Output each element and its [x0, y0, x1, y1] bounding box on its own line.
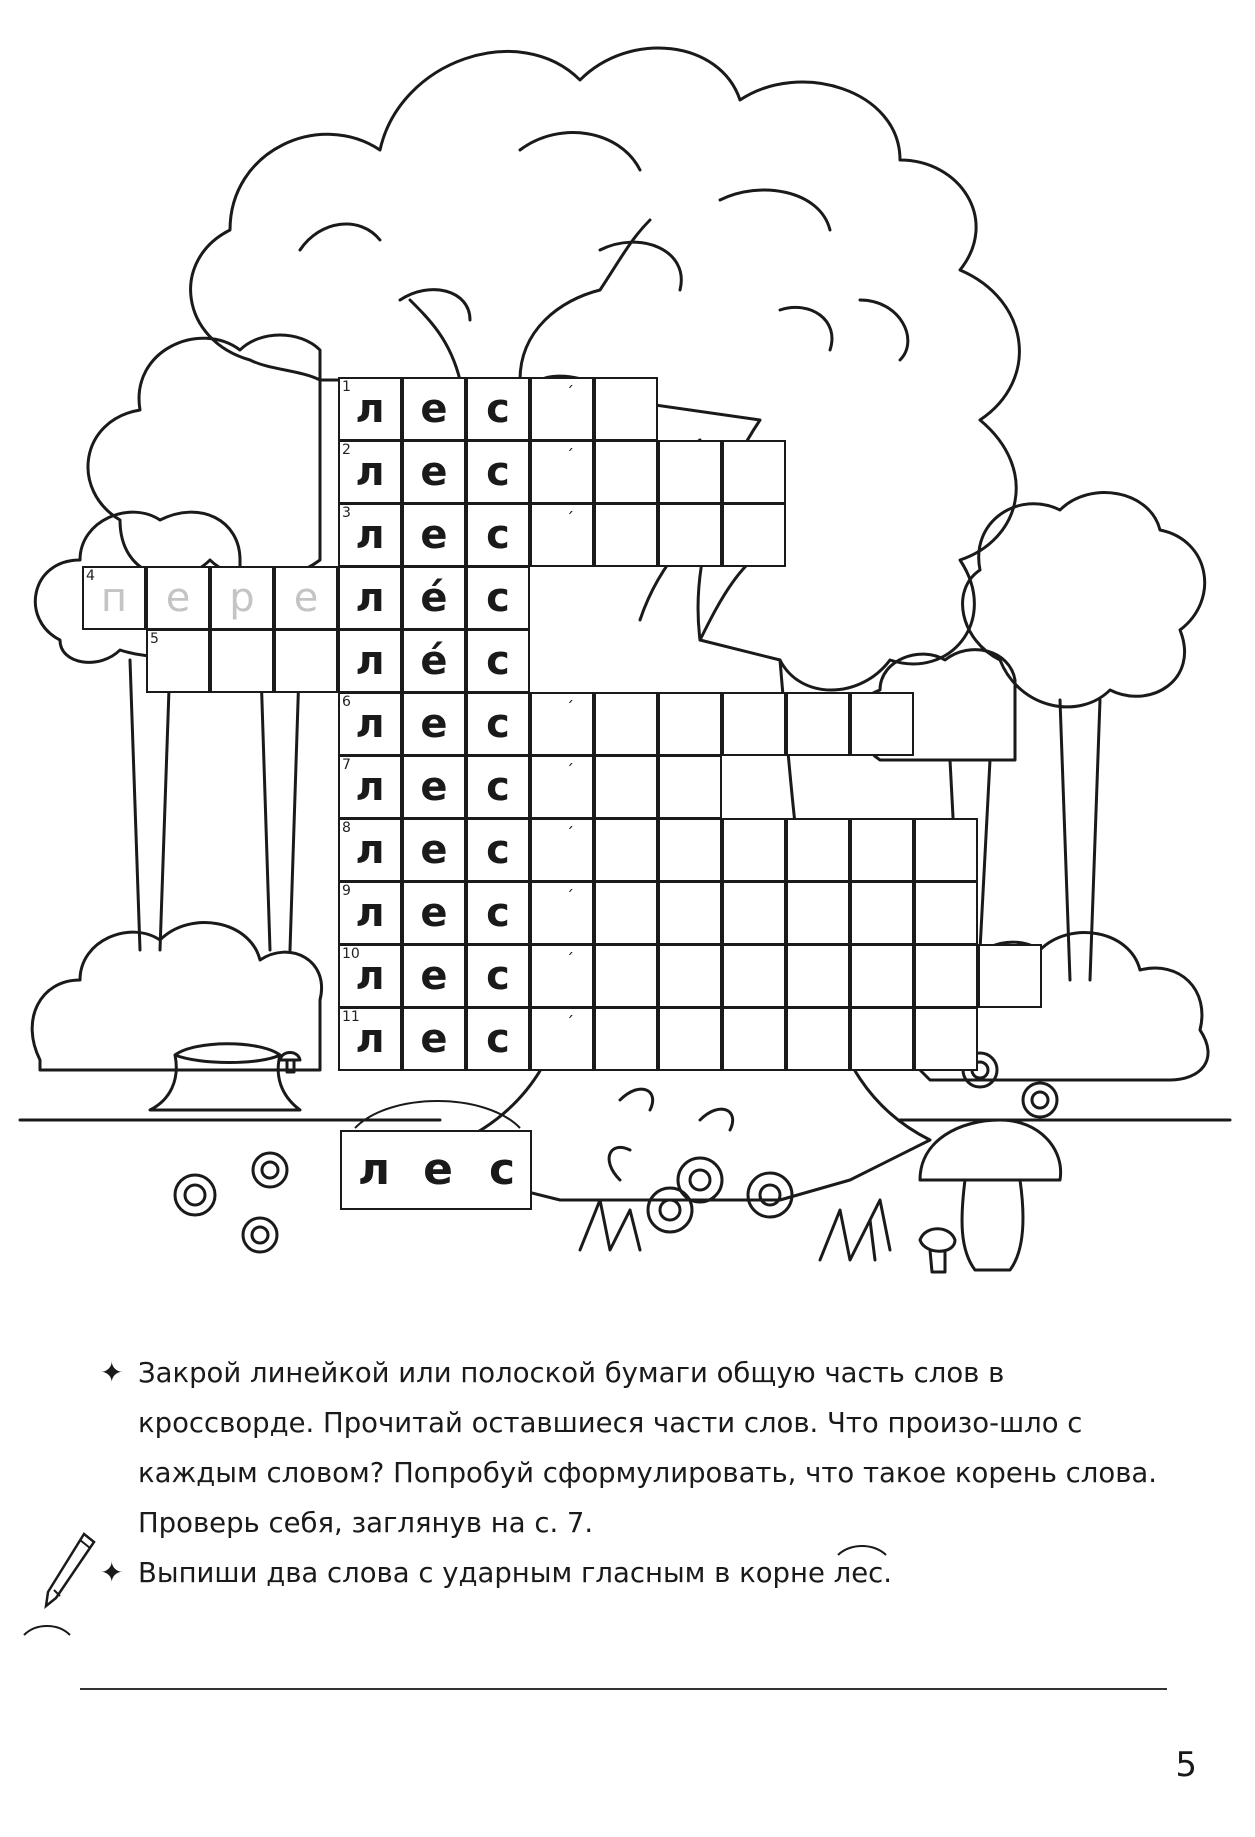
crossword-cell[interactable]	[530, 755, 594, 819]
root-letter: л	[355, 449, 385, 495]
crossword-cell[interactable]	[658, 755, 722, 819]
crossword-cell[interactable]	[210, 566, 274, 630]
crossword-cell[interactable]	[722, 692, 786, 756]
crossword-cell[interactable]	[466, 1007, 530, 1071]
bullet-icon: ✦	[100, 1556, 124, 1589]
crossword-cell[interactable]	[722, 440, 786, 504]
crossword-cell[interactable]	[722, 818, 786, 882]
crossword-cell[interactable]	[338, 440, 402, 504]
stress-mark-icon: ´	[566, 698, 574, 717]
stress-mark-icon: ´	[566, 446, 574, 465]
crossword-cell[interactable]	[722, 881, 786, 945]
crossword-cell[interactable]	[274, 566, 338, 630]
root-letter: л	[355, 386, 385, 432]
root-letter: е	[420, 701, 448, 747]
root-letter: л	[355, 638, 385, 684]
crossword-cell[interactable]	[594, 818, 658, 882]
root-letter: с	[486, 827, 510, 873]
root-letter: с	[486, 386, 510, 432]
crossword-cell[interactable]	[914, 944, 978, 1008]
crossword-cell[interactable]	[530, 1007, 594, 1071]
root-letter: л	[355, 953, 385, 999]
left-bush	[32, 923, 321, 1070]
stress-mark-icon: ´	[566, 887, 574, 906]
crossword-cell[interactable]	[530, 944, 594, 1008]
clue-number: 7	[342, 757, 351, 773]
crossword-cell[interactable]	[402, 818, 466, 882]
crossword-cell[interactable]	[466, 629, 530, 693]
root-arc-icon	[350, 1090, 525, 1130]
crossword-cell[interactable]	[594, 440, 658, 504]
crossword-cell[interactable]	[466, 440, 530, 504]
crossword-cell[interactable]	[146, 629, 210, 693]
root-letter: е	[420, 512, 448, 558]
crossword-cell[interactable]	[594, 377, 658, 441]
crossword-cell[interactable]	[530, 692, 594, 756]
crossword-cell[interactable]	[658, 881, 722, 945]
crossword-cell[interactable]	[338, 377, 402, 441]
root-letter: е	[420, 764, 448, 810]
crossword-cell[interactable]	[402, 755, 466, 819]
root-letter: л	[355, 512, 385, 558]
root-letter: с	[486, 449, 510, 495]
answer-line[interactable]	[80, 1688, 1167, 1690]
root-word	[834, 1548, 884, 1598]
crossword-cell[interactable]	[338, 944, 402, 1008]
crossword-cell[interactable]	[338, 629, 402, 693]
instruction-text: Закрой линейкой или полоской бумаги общую часть слов в кроссворде. Прочитай оставшиеся части слов. Что произо-шло с каждым словом? Попробуй сформулировать, что такое корень слова. Проверь себя, заглянув на с. 7.	[138, 1357, 1157, 1539]
root-letter: с	[486, 575, 510, 621]
root-letter: е	[420, 449, 448, 495]
crossword-cell[interactable]	[530, 377, 594, 441]
stress-mark-icon: ´	[566, 824, 574, 843]
root-arc-icon	[836, 1542, 888, 1556]
root-letter: с	[486, 890, 510, 936]
root-letter: е	[420, 953, 448, 999]
crossword-cell[interactable]	[786, 692, 850, 756]
crossword-cell[interactable]	[594, 881, 658, 945]
crossword-cell[interactable]	[466, 755, 530, 819]
crossword-cell[interactable]	[466, 944, 530, 1008]
crossword-cell[interactable]	[722, 503, 786, 567]
root-letter: с	[486, 701, 510, 747]
crossword-cell[interactable]	[786, 818, 850, 882]
root-letter: с	[486, 638, 510, 684]
crossword-cell[interactable]	[402, 377, 466, 441]
root-letter: е́	[420, 638, 448, 684]
crossword-cell[interactable]	[466, 503, 530, 567]
root-letter: с	[486, 1016, 510, 1062]
clue-number: 3	[342, 505, 351, 521]
root-letter: л	[355, 1016, 385, 1062]
crossword-cell[interactable]	[338, 503, 402, 567]
stress-mark-icon: ´	[566, 509, 574, 528]
root-letter-1: л	[357, 1144, 391, 1195]
clue-number: 11	[342, 1009, 360, 1025]
root-letter-3: с	[488, 1144, 516, 1195]
root-letter: л	[355, 827, 385, 873]
instruction-2	[100, 1548, 1180, 1598]
crossword-cell[interactable]	[82, 566, 146, 630]
root-letter: л	[355, 764, 385, 810]
crossword-cell[interactable]	[914, 1007, 978, 1071]
crossword-cell[interactable]	[850, 944, 914, 1008]
left-tree-crown	[88, 335, 320, 579]
crossword-cell[interactable]	[722, 944, 786, 1008]
crossword-cell[interactable]	[594, 755, 658, 819]
crossword-cell[interactable]	[338, 881, 402, 945]
crossword-cell[interactable]	[658, 692, 722, 756]
root-letter: е	[420, 386, 448, 432]
stress-mark-icon: ´	[566, 761, 574, 780]
crossword-cell[interactable]	[658, 818, 722, 882]
crossword-cell[interactable]	[338, 818, 402, 882]
root-letter: е	[420, 827, 448, 873]
crossword-cell[interactable]	[530, 818, 594, 882]
crossword-cell[interactable]	[914, 881, 978, 945]
crossword-cell[interactable]	[402, 629, 466, 693]
root-letter: с	[486, 953, 510, 999]
bullet-icon: ✦	[100, 1356, 124, 1389]
page-number: 5	[1175, 1745, 1197, 1785]
clue-number: 2	[342, 442, 351, 458]
crossword-cell[interactable]	[402, 566, 466, 630]
clue-number: 1	[342, 379, 351, 395]
crossword-cell[interactable]	[402, 881, 466, 945]
prefix-letter: р	[229, 575, 255, 621]
root-letter: л	[355, 575, 385, 621]
crossword-cell[interactable]	[658, 1007, 722, 1071]
crossword-cell[interactable]	[850, 692, 914, 756]
crossword-cell[interactable]	[338, 755, 402, 819]
crossword-cell[interactable]	[594, 503, 658, 567]
root-letter: л	[355, 890, 385, 936]
prefix-letter: п	[100, 575, 128, 621]
root-word-text: лес	[833, 1557, 884, 1589]
arc-icon	[22, 1622, 72, 1636]
clue-number: 8	[342, 820, 351, 836]
crossword-cell[interactable]	[402, 692, 466, 756]
crossword-cell[interactable]	[530, 503, 594, 567]
crossword-cell[interactable]	[146, 566, 210, 630]
crossword-cell[interactable]	[850, 818, 914, 882]
crossword-cell[interactable]	[594, 1007, 658, 1071]
clue-number: 5	[150, 631, 159, 647]
root-letter: л	[355, 701, 385, 747]
clue-number: 6	[342, 694, 351, 710]
crossword-cell[interactable]	[338, 566, 402, 630]
crossword-cell[interactable]	[786, 881, 850, 945]
root-letter: е	[420, 1016, 448, 1062]
crossword-cell[interactable]	[658, 440, 722, 504]
crossword-cell[interactable]	[338, 692, 402, 756]
crossword-cell[interactable]	[786, 1007, 850, 1071]
root-letter: е	[420, 890, 448, 936]
crossword-cell[interactable]	[466, 377, 530, 441]
crossword-cell[interactable]	[978, 944, 1042, 1008]
mushroom	[920, 1120, 1061, 1270]
crossword-cell[interactable]	[402, 944, 466, 1008]
crossword-cell[interactable]	[210, 629, 274, 693]
instruction-1	[100, 1348, 1180, 1548]
crossword-cell[interactable]	[402, 440, 466, 504]
root-letter: с	[486, 764, 510, 810]
crossword-cell[interactable]	[466, 881, 530, 945]
crossword-cell[interactable]	[466, 692, 530, 756]
crossword-cell[interactable]	[466, 566, 530, 630]
stress-mark-icon: ´	[566, 1013, 574, 1032]
stress-mark-icon: ´	[566, 383, 574, 402]
crossword-cell[interactable]	[530, 881, 594, 945]
crossword-cell[interactable]	[338, 1007, 402, 1071]
crossword-cell[interactable]	[402, 1007, 466, 1071]
instruction-text: Выпиши два слова с ударным гласным в корне	[138, 1557, 834, 1589]
instructions	[100, 1348, 1180, 1598]
crossword-cell[interactable]	[658, 503, 722, 567]
clue-number: 10	[342, 946, 360, 962]
clue-number: 9	[342, 883, 351, 899]
pen-icon	[40, 1530, 100, 1610]
root-letter: с	[486, 512, 510, 558]
root-box	[340, 1130, 532, 1210]
daisy-flowers	[175, 1053, 1057, 1252]
crossword-cell[interactable]	[530, 440, 594, 504]
instruction-end: .	[883, 1557, 893, 1589]
stump	[150, 1044, 300, 1110]
crossword-cell[interactable]	[594, 944, 658, 1008]
crossword-cell[interactable]	[274, 629, 338, 693]
crossword-cell[interactable]	[850, 881, 914, 945]
root-letter: е́	[420, 575, 448, 621]
crossword-cell[interactable]	[658, 944, 722, 1008]
prefix-letter: е	[165, 575, 191, 621]
prefix-letter: е	[293, 575, 319, 621]
root-letter-2: е	[423, 1144, 453, 1195]
crossword-cell[interactable]	[914, 818, 978, 882]
crossword-cell[interactable]	[402, 503, 466, 567]
crossword-cell[interactable]	[594, 692, 658, 756]
stress-mark-icon: ´	[566, 950, 574, 969]
crossword-cell[interactable]	[850, 1007, 914, 1071]
clue-number: 4	[86, 568, 95, 584]
crossword-cell[interactable]	[722, 1007, 786, 1071]
crossword-cell[interactable]	[786, 944, 850, 1008]
crossword-cell[interactable]	[466, 818, 530, 882]
